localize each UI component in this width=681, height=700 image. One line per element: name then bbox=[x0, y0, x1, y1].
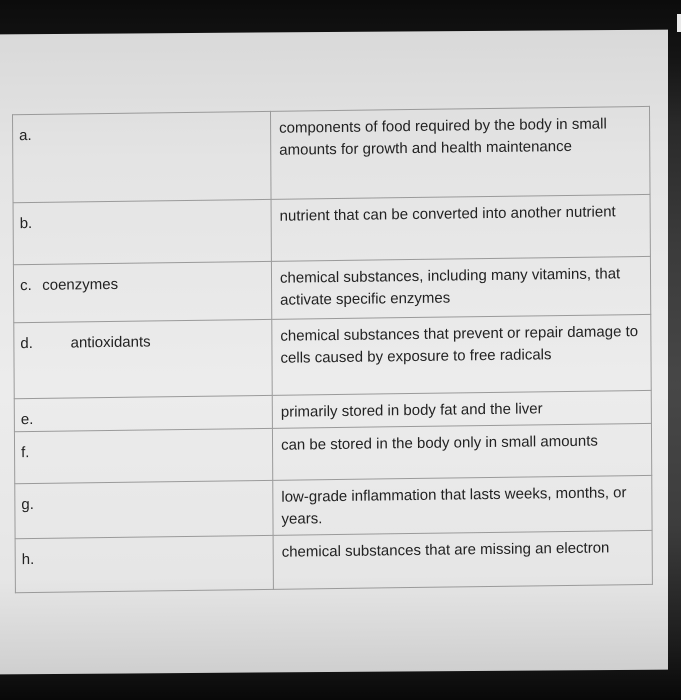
worksheet-page bbox=[0, 30, 668, 675]
term-cell[interactable] bbox=[13, 111, 272, 202]
table-row bbox=[15, 475, 652, 538]
table-row bbox=[13, 106, 651, 202]
definition-cell: primarily stored in body fat and the liver bbox=[272, 390, 651, 428]
term-text: antioxidants bbox=[70, 333, 151, 352]
definition-cell: chemical substances that prevent or repair damage to cells caused by exposure to free radicals bbox=[272, 314, 651, 395]
definition-cell: chemical substances that are missing an electron bbox=[273, 530, 652, 589]
term-cell[interactable] bbox=[13, 199, 271, 264]
table-row bbox=[14, 423, 651, 483]
table-row bbox=[15, 530, 652, 592]
term-cell[interactable] bbox=[13, 261, 271, 322]
row-letter: h. bbox=[21, 550, 35, 569]
table-row bbox=[13, 256, 650, 322]
row-letter: d. bbox=[20, 334, 33, 353]
term-cell[interactable] bbox=[14, 395, 272, 431]
row-letter: c. bbox=[19, 276, 32, 295]
term-text: coenzymes bbox=[42, 275, 119, 294]
edge-mark bbox=[677, 14, 681, 32]
term-cell[interactable] bbox=[14, 319, 272, 398]
table-row bbox=[13, 194, 650, 264]
definition-cell: low-grade inflammation that lasts weeks, months, or years. bbox=[273, 475, 652, 535]
row-letter: g. bbox=[21, 495, 34, 514]
definition-cell: nutrient that can be converted into another nutrient bbox=[271, 194, 650, 261]
term-cell[interactable] bbox=[15, 480, 273, 538]
row-letter: b. bbox=[19, 214, 33, 233]
definition-cell: components of food required by the body in small amounts for growth and health maintenance bbox=[270, 106, 650, 199]
row-letter: a. bbox=[19, 126, 32, 145]
row-letter: e. bbox=[20, 410, 34, 429]
definition-cell: can be stored in the body only in small amounts bbox=[272, 423, 651, 480]
table-row bbox=[14, 314, 651, 398]
definition-cell: chemical substances, including many vitamins, that activate specific enzymes bbox=[271, 256, 650, 319]
row-letter: f. bbox=[21, 444, 30, 462]
term-cell[interactable] bbox=[14, 428, 272, 483]
term-cell[interactable] bbox=[15, 535, 273, 592]
matching-table bbox=[12, 106, 653, 593]
